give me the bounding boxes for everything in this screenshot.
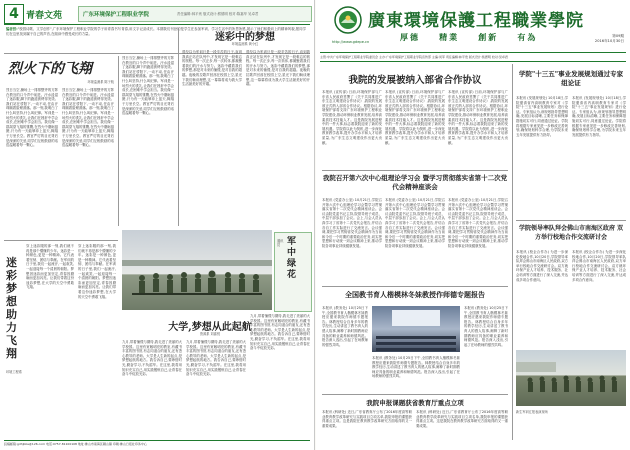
article1-col3: 烈日当空,操场上一排排整齐的方阵在教官的口令声中前进。汗水浸湿了迷彩服,脚下的跑道被烤得发烫。我们站在骄阳下,一动不动,任由汗珠顺着脸颊滑落。那一刻,我明白了什么叫坚持,什么叫纪律。军训是一场烈火的洗礼,让我们在挫折中学会成长,在困难中学会担当。我们像一群渴望飞翔的雏鹰,在烈火中磨砺翅膀,只为有一天能够冲上蓝天,翱翔于万里长空。教官严厉的目光背后是深深的关爱,同学们互相鼓励的话语温暖着每一颗心。 <box>122 56 174 116</box>
article4-col3: 九月,带着憧憬与期待,我走进了美丽的大学校园。这里有宽敞明亮的教室,有藏书丰富的图书馆,有志同道合的朋友,还有悉心教导的老师。大学是人生新的起点,是梦想起航的地方。我告诉自己,要珍惜时光,勤奋学习,不负韶华。在这里,我将用知识充实自己,用实践锻炼自己,让青春在奋斗中绽放光彩。 <box>250 314 310 351</box>
parade-illustration <box>516 350 626 406</box>
masthead-title: 廣東環境保護工程職業學院 <box>368 11 584 31</box>
motto-1: 厚德 <box>400 32 420 42</box>
left-footer: 投稿邮箱:gdhjbbs@126.com 电话:0757-81100108 地址:佛山市南海区狮山镇 印刷:佛山日报社印务中心 <box>4 440 310 447</box>
article2-rule <box>4 240 118 241</box>
article4-col1: 九月,带着憧憬与期待,我走进了美丽的大学校园。这里有宽敞明亮的教室,有藏书丰富的图书馆,有志同道合的朋友,还有悉心教导的老师。大学是人生新的起点,是梦想起航的地方。我告诉自己,要珍惜时光,勤奋学习,不负韶华。在这里,我将用知识充实自己,用实践锻炼自己,让青春在奋斗中绽放光彩。 <box>122 340 182 377</box>
article4-author: 资源系 刘嘉悦 <box>199 332 221 336</box>
article3-author: 环境监测系 黄小红 <box>231 42 259 46</box>
right-col-divider <box>512 64 513 440</box>
lead-rule <box>322 170 508 171</box>
intro-text: "校园诗歌、文学创作",广东环境保护工程职业学院的学子用青春书写青春,用文字记录成长。本期我们刊登的是学生在参加军训、学习生活中的所思所感,展示了他们积极向上的精神风貌,愿同学们在这里找到属于自己的声音,在阅读中感受成长的力量。 <box>6 27 306 36</box>
lecture-hall-photo <box>372 306 460 352</box>
research-col1: 本报讯 (科研处) 近日,广东省教育厅公布了2016年度高等职业教育教学改革研究与实践项目立项名单,我院申报的课题获得重点立项。这是我院在教育教学改革研究方面取得的又一重要成果。 <box>322 410 412 428</box>
plan-col2: 本报讯 (发展规划处) 10月18日,学院邀请省内高职教育专家对《学院"十三五"事业发展规划》进行论证。专家组认为,该规划指导思想明确,发展目标清晰,主要任务和保障措施切实可行,同意通过论证。学院将根据专家意见进一步修改完善规划,确保规划科学合理,为学院未来五年发展提供有力指导。 <box>572 96 626 137</box>
col-divider-1 <box>118 56 119 226</box>
poem-title: 军中绿花 <box>287 237 297 280</box>
top-rule <box>4 24 310 25</box>
article2-author: 环境工程系 <box>6 370 22 374</box>
poem-author: 通讯员 <box>277 239 284 248</box>
lead-headline: 我院的发展被纳入部省合作协议 <box>348 75 482 86</box>
page-number: 4 <box>4 4 24 24</box>
issue-date: 2016年10月30日 <box>594 39 624 43</box>
plan-headline: 学院"十三五"事业发展规划通过专家组论证 <box>518 70 624 87</box>
college-logo-icon <box>334 6 362 34</box>
article3-col2: 曾经以为军训只是一段辛苦的日子,直到我真正站在队列中,才发现它是一段难忘的旅程。每一次正步,每一次转体,都凝聚着我们的汗水与努力。迷彩中藏着我们的梦想,那是对未来的憧憬,是对自我的超越。夜晚的拉歌声回荡在校园上空,星光下我们畅谈理想,这一幕幕将成为我大学生活最美好的开端。 <box>246 50 310 87</box>
article3-title: 迷彩中的梦想 <box>215 32 275 42</box>
coop-col1: 本报讯 (校企合作办) 为进一步深化校地合作,10月20日,学院领导率队拜会佛山市南海区人民政府,双方举行校地合作交流研讨会。双方就环保产业人才培养、技术服务、社会培训等方面进行了深入交流,并达成多项合作意向。 <box>516 250 568 282</box>
website-url: http://www.gdepe.cn <box>332 40 370 44</box>
military-training-photo <box>122 230 272 310</box>
marching-students-illustration <box>122 230 272 310</box>
meeting-headline: 我院召开第六次中心组理论学习会 暨学习贯彻落实省第十二次党代会精神座谈会 <box>322 174 508 191</box>
intro-label: 编者按: <box>6 27 18 31</box>
photo-caption: 新生军训汇报表演现场 <box>516 410 548 414</box>
col-divider-2 <box>178 28 179 226</box>
motto-2: 精業 <box>439 32 460 42</box>
training-col3: 本报讯 (教务处) 10月25日下午,全国教书育人楷模林冬妹教授应邀来我院作师德专题报告。林教授结合自身多年的教学经历,生动讲述了教书育人的感人故事,阐释了新时期教师应具备的职业素养和师德风范。报告深入浅出,引起了在场教师的强烈共鸣。 <box>464 306 508 347</box>
lecture-illustration <box>372 306 460 352</box>
masthead-infobar: 主管:中共广东环境保护工程职业学院委员会 主办:广东环境保护工程职业学院宣传部 主编:何军 责任编辑:林平贵 版式设计:熊德明 校对:吴卓君 <box>320 52 626 62</box>
banner-credits: 责任编辑:林平贵 版式设计:熊德明 校对:陈嘉华 吴卓君 <box>177 12 259 16</box>
lead-col3: 本报讯 (宣传部) 日前,环境保护部与广东省人民政府签署了《关于共同推进广东生态文明建设合作协议》,我院的发展被正式纳入部省合作协议。根据协议,环境保护部将支持广东环境保护工程职业学院建设,推动环保职业教育发展,培养高素质技术技能人才。这是我院发展进程中的一件大事,标志着我院迎来了新的发展机遇。学院将以此为契机,进一步深化教育教学改革,提升办学水平和人才培养质量,为广东生态文明建设作出更大贡献。 <box>448 90 508 145</box>
page-top-banner <box>78 6 312 22</box>
lead-col1: 本报讯 (宣传部) 日前,环境保护部与广东省人民政府签署了《关于共同推进广东生态文明建设合作协议》,我院的发展被正式纳入部省合作协议。根据协议,环境保护部将支持广东环境保护工程职业学院建设,推动环保职业教育发展,培养高素质技术技能人才。这是我院发展进程中的一件大事,标志着我院迎来了新的发展机遇。学院将以此为契机,进一步深化教育教学改革,提升办学水平和人才培养质量,为广东生态文明建设作出更大贡献。 <box>322 90 382 145</box>
lead-col2: 本报讯 (宣传部) 日前,环境保护部与广东省人民政府签署了《关于共同推进广东生态文明建设合作协议》,我院的发展被正式纳入部省合作协议。根据协议,环境保护部将支持广东环境保护工程职业学院建设,推动环保职业教育发展,培养高素质技术技能人才。这是我院发展进程中的一件大事,标志着我院迎来了新的发展机遇。学院将以此为契机,进一步深化教育教学改革,提升办学水平和人才培养质量,为广东生态文明建设作出更大贡献。 <box>385 90 445 145</box>
training-col2: 本报讯 (教务处) 10月25日下午,全国教书育人楷模林冬妹教授应邀来我院作师德专题报告。林教授结合自身多年的教学经历,生动讲述了教书育人的感人故事,阐释了新时期教师应具备的职业素养和师德风范。报告深入浅出,引起了在场教师的强烈共鸣。 <box>372 356 460 379</box>
school-mottos <box>400 32 537 43</box>
issue-info <box>595 34 624 44</box>
poem-box <box>274 232 312 312</box>
article4-title: 大学,梦想从此起航 <box>168 322 252 332</box>
parade-photo <box>516 350 626 406</box>
training-col1: 本报讯 (教务处) 10月25日下午,全国教书育人楷模林冬妹教授应邀来我院作师德专题报告。林教授结合自身多年的教学经历,生动讲述了教书育人的感人故事,阐释了新时期教师应具备的职业素养和师德风范。报告深入浅出,引起了在场教师的强烈共鸣。 <box>322 306 368 347</box>
article1-col1: 烈日当空,操场上一排排整齐的方阵在教官的口令声中前进。汗水浸湿了迷彩服,脚下的跑道被烤得发烫。我们站在骄阳下,一动不动,任由汗珠顺着脸颊滑落。那一刻,我明白了什么叫坚持,什么叫纪律。军训是一场烈火的洗礼,让我们在挫折中学会成长,在困难中学会担当。我们像一群渴望飞翔的雏鹰,在烈火中磨砺翅膀,只为有一天能够冲上蓝天,翱翔于万里长空。教官严厉的目光背后是深深的关爱,同学们互相鼓励的话语温暖着每一颗心。 <box>6 88 58 148</box>
meeting-col1: 本报讯 (党委办公室) 10月21日,学院召开第六次中心组理论学习会暨学习贯彻落实省第十二次党代会精神座谈会。会议由院党委书记主持,院领导班子成员、中层干部参加了会议。会上,与会人员认真学习了省第十二次党代会报告,并结合各自工作实际进行了交流发言。会议强调,要把学习贯彻省党代会精神作为当前和今后一个时期的重要政治任务,切实把思想和行动统一到会议精神上来,推动学院各项事业持续健康发展。 <box>322 198 382 248</box>
training-rule <box>322 394 508 395</box>
motto-3: 創新 <box>478 32 499 42</box>
article2-col1: 穿上迷彩服的那一刻,我们就不再是那个懵懂的少年。迷彩是一种颜色,更是一种精神。它代表着坚韧、团结与奉献。在军训的日子里,我们一起流汗,一起欢笑,一起迎接每一个清晨的朝阳。梦想因迷彩而更加坚定,青春因磨砺而更加闪亮。让我们带着这份迷彩梦想,在大学的天空中勇敢飞翔。 <box>26 244 74 290</box>
article3-col1: 曾经以为军训只是一段辛苦的日子,直到我真正站在队列中,才发现它是一段难忘的旅程。每一次正步,每一次转体,都凝聚着我们的汗水与努力。迷彩中藏着我们的梦想,那是对未来的憧憬,是对自我的超越。夜晚的拉歌声回荡在校园上空,星光下我们畅谈理想,这一幕幕将成为我大学生活最美好的开端。 <box>182 50 242 87</box>
plan-rule <box>516 220 626 221</box>
article1-author: 环境监测系 陈子航 <box>87 80 114 84</box>
coop-col2: 本报讯 (校企合作办) 为进一步深化校地合作,10月20日,学院领导率队拜会佛山市南海区人民政府,双方举行校地合作交流研讨会。双方就环保产业人才培养、技术服务、社会培训等方面进行了深入交流,并达成多项合作意向。 <box>572 250 626 282</box>
issue-number: 第09期 <box>612 34 624 38</box>
research-headline: 我院申报课题获省教育厅重点立项 <box>366 399 464 407</box>
training-headline: 全国教书育人楷模林冬妹教授作师德专题报告 <box>345 290 485 299</box>
plan-col1: 本报讯 (发展规划处) 10月18日,学院邀请省内高职教育专家对《学院"十三五"事业发展规划》进行论证。专家组认为,该规划指导思想明确,发展目标清晰,主要任务和保障措施切实可行,同意通过论证。学院将根据专家意见进一步修改完善规划,确保规划科学合理,为学院未来五年发展提供有力指导。 <box>516 96 568 137</box>
research-col2: 本报讯 (科研处) 近日,广东省教育厅公布了2016年度高等职业教育教学改革研究与实践项目立项名单,我院申报的课题获得重点立项。这是我院在教育教学改革研究方面取得的又一重要成果。 <box>416 410 508 428</box>
banner-slogan: 广东环境保护工程职业学院 <box>83 12 150 18</box>
meeting-rule <box>322 286 508 287</box>
section-title: 青春文苑 <box>26 11 63 21</box>
motto-4: 有為 <box>517 32 538 42</box>
article1-col2: 烈日当空,操场上一排排整齐的方阵在教官的口令声中前进。汗水浸湿了迷彩服,脚下的跑道被烤得发烫。我们站在骄阳下,一动不动,任由汗珠顺着脸颊滑落。那一刻,我明白了什么叫坚持,什么叫纪律。军训是一场烈火的洗礼,让我们在挫折中学会成长,在困难中学会担当。我们像一群渴望飞翔的雏鹰,在烈火中磨砺翅膀,只为有一天能够冲上蓝天,翱翔于万里长空。教官严厉的目光背后是深深的关爱,同学们互相鼓励的话语温暖着每一颗心。 <box>62 88 114 148</box>
coop-headline: 学院领导率队拜会佛山市南海区政府 双方举行校地合作交流研讨会 <box>518 225 624 241</box>
article2-title: 迷彩梦想 助力飞翔 <box>6 256 17 360</box>
meeting-col2: 本报讯 (党委办公室) 10月21日,学院召开第六次中心组理论学习会暨学习贯彻落实省第十二次党代会精神座谈会。会议由院党委书记主持,院领导班子成员、中层干部参加了会议。会上,与会人员认真学习了省第十二次党代会报告,并结合各自工作实际进行了交流发言。会议强调,要把学习贯彻省党代会精神作为当前和今后一个时期的重要政治任务,切实把思想和行动统一到会议精神上来,推动学院各项事业持续健康发展。 <box>385 198 445 248</box>
article2-col2: 穿上迷彩服的那一刻,我们就不再是那个懵懂的少年。迷彩是一种颜色,更是一种精神。它代表着坚韧、团结与奉献。在军训的日子里,我们一起流汗,一起欢笑,一起迎接每一个清晨的朝阳。梦想因迷彩而更加坚定,青春因磨砺而更加闪亮。让我们带着这份迷彩梦想,在大学的天空中勇敢飞翔。 <box>78 244 116 299</box>
meeting-col3: 本报讯 (党委办公室) 10月21日,学院召开第六次中心组理论学习会暨学习贯彻落实省第十二次党代会精神座谈会。会议由院党委书记主持,院领导班子成员、中层干部参加了会议。会上,与会人员认真学习了省第十二次党代会报告,并结合各自工作实际进行了交流发言。会议强调,要把学习贯彻省党代会精神作为当前和今后一个时期的重要政治任务,切实把思想和行动统一到会议精神上来,推动学院各项事业持续健康发展。 <box>448 198 508 248</box>
article4-col2: 九月,带着憧憬与期待,我走进了美丽的大学校园。这里有宽敞明亮的教室,有藏书丰富的图书馆,有志同道合的朋友,还有悉心教导的老师。大学是人生新的起点,是梦想起航的地方。我告诉自己,要珍惜时光,勤奋学习,不负韶华。在这里,我将用知识充实自己,用实践锻炼自己,让青春在奋斗中绽放光彩。 <box>186 340 246 377</box>
article1-title: 烈火下的飞翔 <box>8 61 92 77</box>
